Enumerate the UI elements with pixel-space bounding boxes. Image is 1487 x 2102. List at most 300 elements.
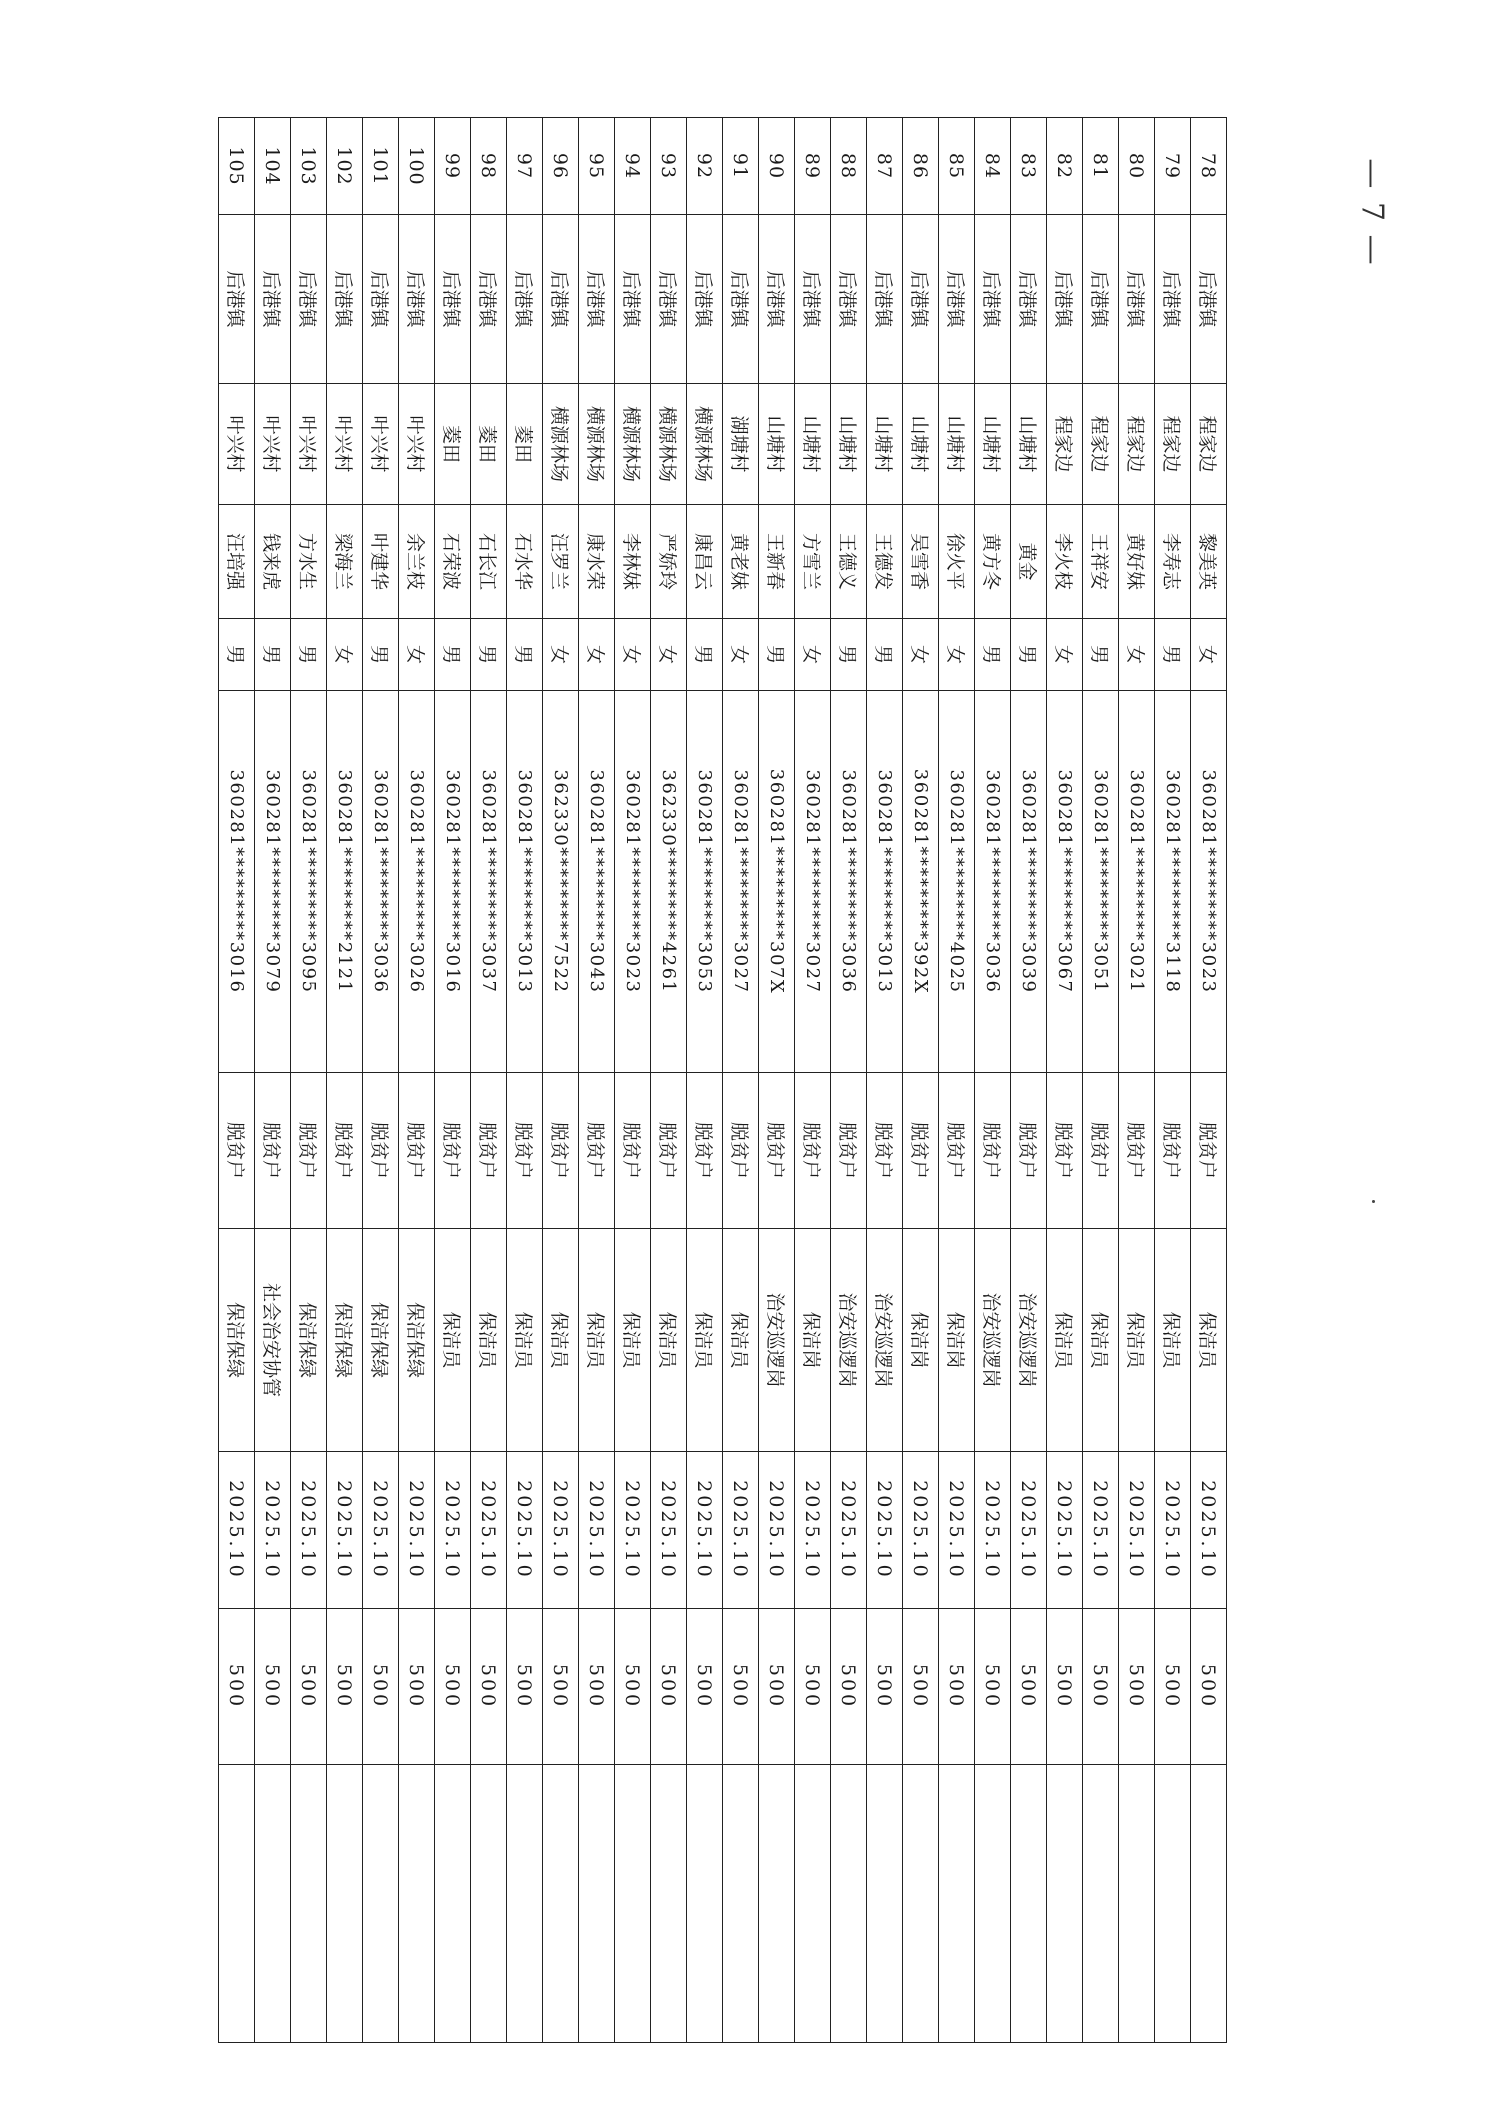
cell-amount: 500: [651, 1609, 687, 1765]
cell-town: 后港镇: [939, 215, 975, 384]
table-row: [723, 118, 759, 2043]
cell-category: 脱贫户: [651, 1073, 687, 1229]
cell-name: 康水荣: [579, 505, 615, 619]
cell-village: 叶兴村: [363, 384, 399, 505]
cell-no: 100: [399, 118, 435, 215]
cell-name: 汪罗兰: [543, 505, 579, 619]
cell-category: 脱贫户: [507, 1073, 543, 1229]
cell-amount: 500: [795, 1609, 831, 1765]
cell-month: 2025.10: [363, 1452, 399, 1609]
table-row: [651, 118, 687, 2043]
table-row: [471, 118, 507, 2043]
table-row: [255, 118, 291, 2043]
cell-position: 保洁员: [1047, 1229, 1083, 1452]
cell-gender: 男: [291, 619, 327, 691]
cell-id-number: 360281*********3013: [507, 691, 543, 1073]
cell-id-number: 360281*********3016: [435, 691, 471, 1073]
cell-category: 脱贫户: [903, 1073, 939, 1229]
cell-name: 钱来虎: [255, 505, 291, 619]
cell-no: 78: [1191, 118, 1227, 215]
cell-town: 后港镇: [831, 215, 867, 384]
cell-amount: 500: [543, 1609, 579, 1765]
cell-position: 保洁岗: [939, 1229, 975, 1452]
cell-town: 后港镇: [579, 215, 615, 384]
cell-position: 保洁员: [615, 1229, 651, 1452]
cell-village: 程家边: [1119, 384, 1155, 505]
cell-remark: [543, 1765, 579, 2043]
cell-month: 2025.10: [903, 1452, 939, 1609]
cell-village: 菱田: [507, 384, 543, 505]
cell-town: 后港镇: [327, 215, 363, 384]
table-row: [1083, 118, 1119, 2043]
cell-village: 湖塘村: [723, 384, 759, 505]
cell-gender: 女: [327, 619, 363, 691]
cell-amount: 500: [291, 1609, 327, 1765]
cell-no: 91: [723, 118, 759, 215]
cell-category: 脱贫户: [1191, 1073, 1227, 1229]
table-row: [219, 118, 255, 2043]
cell-gender: 男: [363, 619, 399, 691]
cell-town: 后港镇: [399, 215, 435, 384]
cell-amount: 500: [255, 1609, 291, 1765]
cell-town: 后港镇: [903, 215, 939, 384]
cell-remark: [975, 1765, 1011, 2043]
cell-id-number: 360281*********3051: [1083, 691, 1119, 1073]
cell-name: 李林妹: [615, 505, 651, 619]
scan-speck: [1372, 1200, 1375, 1203]
cell-category: 脱贫户: [435, 1073, 471, 1229]
cell-no: 81: [1083, 118, 1119, 215]
cell-village: 叶兴村: [399, 384, 435, 505]
cell-category: 脱贫户: [579, 1073, 615, 1229]
cell-month: 2025.10: [1047, 1452, 1083, 1609]
cell-month: 2025.10: [1011, 1452, 1047, 1609]
cell-position: 保洁保绿: [291, 1229, 327, 1452]
cell-name: 黄金: [1011, 505, 1047, 619]
cell-category: 脱贫户: [975, 1073, 1011, 1229]
cell-id-number: 360281*********3027: [723, 691, 759, 1073]
cell-village: 程家边: [1155, 384, 1191, 505]
cell-gender: 男: [867, 619, 903, 691]
cell-remark: [255, 1765, 291, 2043]
cell-remark: [1047, 1765, 1083, 2043]
cell-position: 治安巡逻岗: [975, 1229, 1011, 1452]
cell-category: 脱贫户: [1011, 1073, 1047, 1229]
cell-gender: 男: [975, 619, 1011, 691]
cell-no: 102: [327, 118, 363, 215]
cell-village: 菱田: [471, 384, 507, 505]
cell-town: 后港镇: [975, 215, 1011, 384]
cell-village: 山塘村: [831, 384, 867, 505]
cell-village: 菱田: [435, 384, 471, 505]
cell-no: 96: [543, 118, 579, 215]
subsidy-table: [218, 117, 1227, 2043]
cell-no: 85: [939, 118, 975, 215]
cell-no: 101: [363, 118, 399, 215]
cell-town: 后港镇: [507, 215, 543, 384]
cell-village: 叶兴村: [327, 384, 363, 505]
cell-no: 92: [687, 118, 723, 215]
cell-no: 104: [255, 118, 291, 215]
cell-remark: [1119, 1765, 1155, 2043]
cell-remark: [291, 1765, 327, 2043]
table-row: [579, 118, 615, 2043]
cell-month: 2025.10: [219, 1452, 255, 1609]
cell-name: 徐火平: [939, 505, 975, 619]
cell-position: 社会治安协管: [255, 1229, 291, 1452]
cell-id-number: 360281*********3079: [255, 691, 291, 1073]
cell-id-number: 360281*********3021: [1119, 691, 1155, 1073]
cell-village: 山塘村: [867, 384, 903, 505]
cell-name: 黎美英: [1191, 505, 1227, 619]
cell-gender: 男: [759, 619, 795, 691]
cell-no: 94: [615, 118, 651, 215]
table-row: [435, 118, 471, 2043]
cell-month: 2025.10: [1083, 1452, 1119, 1609]
cell-id-number: 360281*********307X: [759, 691, 795, 1073]
cell-no: 99: [435, 118, 471, 215]
cell-id-number: 360281*********2121: [327, 691, 363, 1073]
cell-gender: 男: [1155, 619, 1191, 691]
table-row: [1191, 118, 1227, 2043]
cell-amount: 500: [399, 1609, 435, 1765]
cell-id-number: 360281*********4025: [939, 691, 975, 1073]
cell-no: 97: [507, 118, 543, 215]
table-body: [219, 118, 1227, 2043]
cell-position: 治安巡逻岗: [831, 1229, 867, 1452]
cell-remark: [219, 1765, 255, 2043]
cell-position: 保洁保绿: [399, 1229, 435, 1452]
cell-month: 2025.10: [543, 1452, 579, 1609]
cell-id-number: 360281*********3036: [363, 691, 399, 1073]
cell-position: 保洁岗: [795, 1229, 831, 1452]
cell-gender: 男: [1011, 619, 1047, 691]
cell-id-number: 360281*********3036: [831, 691, 867, 1073]
cell-town: 后港镇: [795, 215, 831, 384]
cell-gender: 男: [219, 619, 255, 691]
cell-gender: 男: [255, 619, 291, 691]
cell-category: 脱贫户: [1047, 1073, 1083, 1229]
cell-position: 治安巡逻岗: [867, 1229, 903, 1452]
cell-amount: 500: [939, 1609, 975, 1765]
cell-remark: [435, 1765, 471, 2043]
cell-month: 2025.10: [579, 1452, 615, 1609]
page-number: — 7 —: [1354, 158, 1390, 267]
cell-position: 保洁保绿: [363, 1229, 399, 1452]
cell-id-number: 360281*********3067: [1047, 691, 1083, 1073]
cell-amount: 500: [1011, 1609, 1047, 1765]
cell-gender: 女: [543, 619, 579, 691]
cell-id-number: 360281*********3037: [471, 691, 507, 1073]
cell-gender: 女: [651, 619, 687, 691]
cell-amount: 500: [831, 1609, 867, 1765]
cell-gender: 男: [1083, 619, 1119, 691]
cell-position: 保洁员: [723, 1229, 759, 1452]
cell-name: 方水生: [291, 505, 327, 619]
table-row: [939, 118, 975, 2043]
cell-town: 后港镇: [1155, 215, 1191, 384]
cell-amount: 500: [1083, 1609, 1119, 1765]
cell-name: 李火枝: [1047, 505, 1083, 619]
cell-name: 叶建华: [363, 505, 399, 619]
table-row: [1047, 118, 1083, 2043]
cell-category: 脱贫户: [831, 1073, 867, 1229]
cell-remark: [615, 1765, 651, 2043]
cell-month: 2025.10: [471, 1452, 507, 1609]
cell-remark: [399, 1765, 435, 2043]
cell-category: 脱贫户: [759, 1073, 795, 1229]
cell-remark: [903, 1765, 939, 2043]
cell-name: 王德发: [867, 505, 903, 619]
cell-no: 84: [975, 118, 1011, 215]
cell-category: 脱贫户: [471, 1073, 507, 1229]
cell-gender: 女: [1191, 619, 1227, 691]
cell-position: 保洁员: [579, 1229, 615, 1452]
cell-month: 2025.10: [975, 1452, 1011, 1609]
cell-amount: 500: [327, 1609, 363, 1765]
cell-month: 2025.10: [291, 1452, 327, 1609]
cell-town: 后港镇: [1083, 215, 1119, 384]
cell-name: 汪培强: [219, 505, 255, 619]
cell-gender: 女: [903, 619, 939, 691]
cell-name: 王祥安: [1083, 505, 1119, 619]
cell-town: 后港镇: [363, 215, 399, 384]
cell-amount: 500: [759, 1609, 795, 1765]
cell-name: 余兰枝: [399, 505, 435, 619]
cell-remark: [867, 1765, 903, 2043]
cell-remark: [759, 1765, 795, 2043]
cell-no: 79: [1155, 118, 1191, 215]
table-row: [831, 118, 867, 2043]
cell-id-number: 360281*********392X: [903, 691, 939, 1073]
cell-village: 山塘村: [795, 384, 831, 505]
cell-town: 后港镇: [651, 215, 687, 384]
table-row: [327, 118, 363, 2043]
cell-id-number: 360281*********3036: [975, 691, 1011, 1073]
cell-no: 90: [759, 118, 795, 215]
cell-remark: [687, 1765, 723, 2043]
cell-position: 治安巡逻岗: [759, 1229, 795, 1452]
cell-town: 后港镇: [759, 215, 795, 384]
cell-gender: 女: [399, 619, 435, 691]
cell-town: 后港镇: [435, 215, 471, 384]
table-row: [1011, 118, 1047, 2043]
cell-month: 2025.10: [759, 1452, 795, 1609]
table-row: [1155, 118, 1191, 2043]
table-row: [507, 118, 543, 2043]
cell-village: 程家边: [1083, 384, 1119, 505]
cell-amount: 500: [975, 1609, 1011, 1765]
cell-id-number: 362330*********7522: [543, 691, 579, 1073]
cell-category: 脱贫户: [255, 1073, 291, 1229]
cell-id-number: 360281*********3026: [399, 691, 435, 1073]
cell-month: 2025.10: [255, 1452, 291, 1609]
table-row: [975, 118, 1011, 2043]
cell-month: 2025.10: [831, 1452, 867, 1609]
cell-town: 后港镇: [615, 215, 651, 384]
cell-village: 横源林场: [651, 384, 687, 505]
cell-village: 山塘村: [903, 384, 939, 505]
cell-id-number: 360281*********3053: [687, 691, 723, 1073]
cell-amount: 500: [867, 1609, 903, 1765]
cell-no: 88: [831, 118, 867, 215]
cell-month: 2025.10: [651, 1452, 687, 1609]
cell-position: 治安巡逻岗: [1011, 1229, 1047, 1452]
cell-no: 98: [471, 118, 507, 215]
cell-town: 后港镇: [219, 215, 255, 384]
cell-village: 横源林场: [687, 384, 723, 505]
cell-town: 后港镇: [1119, 215, 1155, 384]
cell-amount: 500: [219, 1609, 255, 1765]
cell-village: 横源林场: [615, 384, 651, 505]
cell-id-number: 360281*********3013: [867, 691, 903, 1073]
cell-id-number: 360281*********3023: [1191, 691, 1227, 1073]
cell-remark: [507, 1765, 543, 2043]
table-row: [795, 118, 831, 2043]
cell-town: 后港镇: [687, 215, 723, 384]
cell-name: 王新春: [759, 505, 795, 619]
cell-name: 吴雪香: [903, 505, 939, 619]
cell-name: 石荣波: [435, 505, 471, 619]
cell-category: 脱贫户: [939, 1073, 975, 1229]
cell-remark: [327, 1765, 363, 2043]
cell-remark: [579, 1765, 615, 2043]
cell-month: 2025.10: [723, 1452, 759, 1609]
cell-gender: 女: [579, 619, 615, 691]
cell-category: 脱贫户: [723, 1073, 759, 1229]
cell-remark: [651, 1765, 687, 2043]
table-row: [615, 118, 651, 2043]
cell-position: 保洁员: [471, 1229, 507, 1452]
cell-position: 保洁员: [543, 1229, 579, 1452]
cell-name: 李寿志: [1155, 505, 1191, 619]
cell-no: 105: [219, 118, 255, 215]
cell-category: 脱贫户: [615, 1073, 651, 1229]
cell-no: 103: [291, 118, 327, 215]
cell-month: 2025.10: [1119, 1452, 1155, 1609]
cell-name: 梁海兰: [327, 505, 363, 619]
cell-month: 2025.10: [507, 1452, 543, 1609]
cell-no: 95: [579, 118, 615, 215]
cell-id-number: 360281*********3118: [1155, 691, 1191, 1073]
cell-category: 脱贫户: [219, 1073, 255, 1229]
table-row: [363, 118, 399, 2043]
cell-position: 保洁保绿: [327, 1229, 363, 1452]
cell-id-number: 360281*********3027: [795, 691, 831, 1073]
cell-name: 石长江: [471, 505, 507, 619]
cell-town: 后港镇: [255, 215, 291, 384]
cell-amount: 500: [1191, 1609, 1227, 1765]
cell-category: 脱贫户: [1119, 1073, 1155, 1229]
cell-amount: 500: [615, 1609, 651, 1765]
cell-gender: 男: [507, 619, 543, 691]
cell-name: 黄老妹: [723, 505, 759, 619]
cell-village: 山塘村: [759, 384, 795, 505]
cell-id-number: 362330*********4261: [651, 691, 687, 1073]
cell-village: 横源林场: [543, 384, 579, 505]
cell-no: 80: [1119, 118, 1155, 215]
table-row: [903, 118, 939, 2043]
cell-category: 脱贫户: [795, 1073, 831, 1229]
cell-amount: 500: [1155, 1609, 1191, 1765]
cell-amount: 500: [507, 1609, 543, 1765]
cell-gender: 女: [1119, 619, 1155, 691]
cell-remark: [471, 1765, 507, 2043]
table-row: [759, 118, 795, 2043]
cell-position: 保洁员: [1191, 1229, 1227, 1452]
cell-name: 石水华: [507, 505, 543, 619]
cell-remark: [363, 1765, 399, 2043]
cell-id-number: 360281*********3039: [1011, 691, 1047, 1073]
cell-category: 脱贫户: [291, 1073, 327, 1229]
cell-gender: 女: [723, 619, 759, 691]
cell-amount: 500: [363, 1609, 399, 1765]
cell-amount: 500: [1047, 1609, 1083, 1765]
cell-no: 93: [651, 118, 687, 215]
cell-name: 康昌云: [687, 505, 723, 619]
cell-remark: [1011, 1765, 1047, 2043]
table-row: [399, 118, 435, 2043]
cell-remark: [831, 1765, 867, 2043]
table-row: [291, 118, 327, 2043]
cell-name: 方雪兰: [795, 505, 831, 619]
cell-category: 脱贫户: [327, 1073, 363, 1229]
cell-no: 87: [867, 118, 903, 215]
cell-month: 2025.10: [867, 1452, 903, 1609]
cell-month: 2025.10: [327, 1452, 363, 1609]
cell-category: 脱贫户: [1083, 1073, 1119, 1229]
cell-town: 后港镇: [291, 215, 327, 384]
cell-month: 2025.10: [687, 1452, 723, 1609]
cell-name: 黄好妹: [1119, 505, 1155, 619]
cell-village: 叶兴村: [219, 384, 255, 505]
table-row: [543, 118, 579, 2043]
cell-category: 脱贫户: [687, 1073, 723, 1229]
cell-village: 程家边: [1047, 384, 1083, 505]
cell-category: 脱贫户: [363, 1073, 399, 1229]
cell-village: 山塘村: [975, 384, 1011, 505]
cell-no: 83: [1011, 118, 1047, 215]
cell-position: 保洁员: [507, 1229, 543, 1452]
cell-gender: 女: [795, 619, 831, 691]
cell-id-number: 360281*********3095: [291, 691, 327, 1073]
cell-position: 保洁保绿: [219, 1229, 255, 1452]
cell-gender: 女: [1047, 619, 1083, 691]
cell-amount: 500: [687, 1609, 723, 1765]
cell-category: 脱贫户: [399, 1073, 435, 1229]
cell-name: 王德义: [831, 505, 867, 619]
cell-remark: [1191, 1765, 1227, 2043]
cell-position: 保洁员: [651, 1229, 687, 1452]
cell-month: 2025.10: [615, 1452, 651, 1609]
cell-town: 后港镇: [543, 215, 579, 384]
cell-position: 保洁员: [435, 1229, 471, 1452]
cell-remark: [795, 1765, 831, 2043]
cell-gender: 男: [831, 619, 867, 691]
table-row: [867, 118, 903, 2043]
cell-village: 叶兴村: [255, 384, 291, 505]
cell-amount: 500: [471, 1609, 507, 1765]
cell-amount: 500: [435, 1609, 471, 1765]
cell-amount: 500: [903, 1609, 939, 1765]
cell-position: 保洁岗: [903, 1229, 939, 1452]
cell-no: 82: [1047, 118, 1083, 215]
cell-month: 2025.10: [795, 1452, 831, 1609]
cell-town: 后港镇: [723, 215, 759, 384]
cell-remark: [939, 1765, 975, 2043]
cell-name: 严娇玲: [651, 505, 687, 619]
cell-village: 程家边: [1191, 384, 1227, 505]
